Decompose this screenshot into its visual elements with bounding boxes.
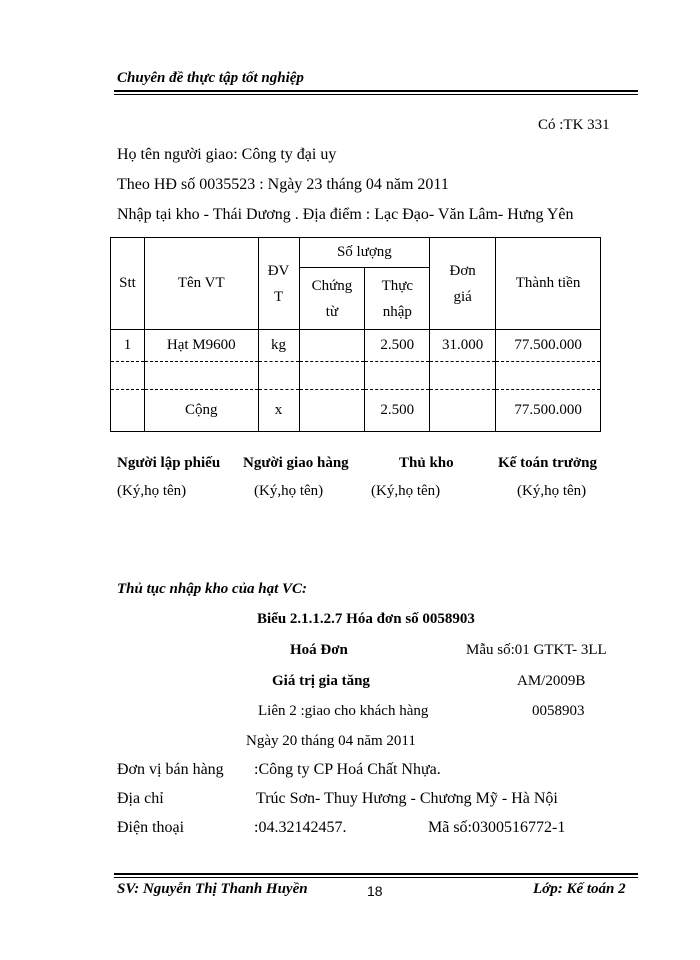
signature-role-accountant: Kế toán trưởng bbox=[498, 455, 597, 471]
signature-note-storekeeper: (Ký,họ tên) bbox=[371, 483, 441, 499]
header-doc-line1: Chứng bbox=[311, 277, 353, 294]
total-unit: x bbox=[258, 390, 299, 432]
seller-label: Đơn vị bán hàng bbox=[117, 761, 224, 778]
table-total-row bbox=[111, 390, 601, 432]
header-unit bbox=[258, 238, 299, 330]
materials-table bbox=[110, 237, 601, 432]
total-label: Cộng bbox=[144, 390, 258, 432]
form-number: Mẫu số:01 GTKT- 3LL bbox=[466, 642, 607, 658]
signature-role-deliverer: Người giao hàng bbox=[243, 455, 349, 471]
row-price: 31.000 bbox=[430, 330, 496, 362]
form-title: Biểu 2.1.1.2.7 Hóa đơn số 0058903 bbox=[257, 611, 475, 627]
total-actual: 2.500 bbox=[365, 390, 430, 432]
footer-student: SV: Nguyễn Thị Thanh Huyền bbox=[117, 881, 308, 897]
header-quantity: Số lượng bbox=[299, 238, 430, 268]
procedure-heading: Thủ tục nhập kho của hạt VC: bbox=[117, 581, 308, 597]
page-header-title: Chuyên đề thực tập tốt nghiệp bbox=[117, 70, 304, 86]
signature-role-preparer: Người lập phiếu bbox=[117, 455, 221, 471]
signature-note-preparer: (Ký,họ tên) bbox=[117, 483, 187, 499]
tax-code: Mã số:0300516772-1 bbox=[428, 819, 566, 836]
header-rule bbox=[114, 90, 638, 95]
row-actual: 2.500 bbox=[365, 330, 430, 362]
copy-label: Liên 2 :giao cho khách hàng bbox=[258, 703, 429, 719]
header-actual-line2: nhập bbox=[382, 303, 412, 320]
address-label: Địa chỉ bbox=[117, 790, 164, 807]
header-unit-line2: T bbox=[273, 288, 284, 305]
table-row bbox=[111, 330, 601, 362]
address-value: Trúc Sơn- Thuy Hương - Chương Mỹ - Hà Nội bbox=[256, 790, 558, 807]
invoice-series: AM/2009B bbox=[517, 673, 586, 689]
phone-value: :04.32142457. bbox=[254, 819, 347, 836]
seller-value: :Công ty CP Hoá Chất Nhựa. bbox=[254, 761, 441, 778]
header-actual bbox=[365, 268, 430, 330]
header-actual-line1: Thực bbox=[381, 277, 414, 294]
row-name: Hạt M9600 bbox=[144, 330, 258, 362]
header-name: Tên VT bbox=[144, 238, 258, 330]
contract-line: Theo HĐ số 0035523 : Ngày 23 tháng 04 năm 2011 bbox=[117, 176, 449, 193]
header-unit-line1: ĐV bbox=[267, 262, 290, 279]
footer-class: Lớp: Kế toán 2 bbox=[533, 881, 626, 897]
row-doc bbox=[299, 330, 365, 362]
invoice-date: Ngày 20 tháng 04 năm 2011 bbox=[246, 733, 416, 749]
row-amount: 77.500.000 bbox=[496, 330, 601, 362]
header-stt: Stt bbox=[111, 238, 145, 330]
invoice-label: Hoá Đơn bbox=[290, 642, 348, 658]
vat-label: Giá trị gia tăng bbox=[272, 673, 370, 689]
total-amount: 77.500.000 bbox=[496, 390, 601, 432]
table-row-empty bbox=[111, 362, 601, 390]
header-price bbox=[430, 238, 496, 330]
signature-note-accountant: (Ký,họ tên) bbox=[517, 483, 587, 499]
signature-note-deliverer: (Ký,họ tên) bbox=[254, 483, 324, 499]
row-stt: 1 bbox=[111, 330, 145, 362]
header-price-line2: giá bbox=[453, 288, 472, 305]
warehouse-line: Nhập tại kho - Thái Dương . Địa điểm : Lạc Đạo- Văn Lâm- Hưng Yên bbox=[117, 206, 574, 223]
invoice-number: 0058903 bbox=[532, 703, 585, 719]
row-unit: kg bbox=[258, 330, 299, 362]
header-doc-line2: từ bbox=[325, 303, 339, 320]
phone-label: Điện thoại bbox=[117, 819, 185, 836]
header-amount: Thành tiền bbox=[496, 238, 601, 330]
page-number: 18 bbox=[367, 883, 383, 899]
deliverer-line: Họ tên người giao: Công ty đại uy bbox=[117, 146, 337, 163]
header-doc bbox=[299, 268, 365, 330]
footer-rule bbox=[114, 873, 638, 878]
signature-role-storekeeper: Thủ kho bbox=[399, 455, 454, 471]
header-price-line1: Đơn bbox=[449, 262, 476, 279]
account-credit: Có :TK 331 bbox=[538, 117, 610, 133]
